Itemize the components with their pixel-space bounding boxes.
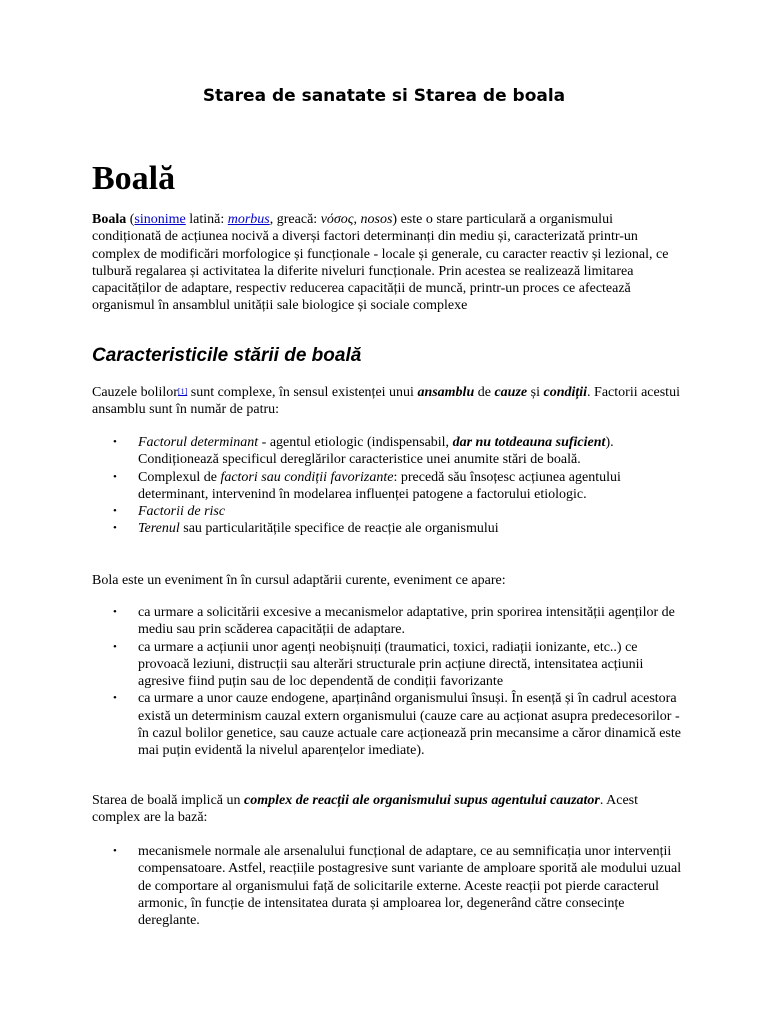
list-item: • Factorii de risc (113, 504, 226, 520)
bullet-icon: • (113, 470, 117, 483)
bullet-icon: • (113, 606, 117, 618)
section-heading: Caracteristicile stării de boală (92, 345, 362, 366)
factors-list (92, 434, 682, 538)
list-item: • ca urmare a acțiunii unor agenți neobișnuiți (traumatici, toxici, radiații ionizante, etc..) ce provoacă leziuni, distrucții sau alterări structurale prin acțiune directă, intensitatea acțiunii agresive fiind puțin sau de loc dependentă de condiții favorizante (113, 639, 644, 690)
bullet-icon: • (113, 692, 117, 705)
list-item: • mecanismele normale ale arsenalului funcțional de adaptare, ce au semnificația unor intervenții compensatoare. Astfel, reacțiile postagresive sunt variante de amploare sporită ale modului uzual de comportare al organismului față de solicitarile externe. Aceste reacții pot pierde caracterul armonic, în funcție de intensitatea durata și amploarea lor, degenerând către consecințe dereglante. (113, 844, 682, 929)
document-title: Starea de sanatate si Starea de boala (202, 86, 566, 106)
emphasis-cauze: cauze (494, 385, 528, 400)
intro-term: Boala (92, 212, 127, 227)
bullet-icon: • (113, 436, 117, 448)
event-intro-paragraph: Bola este un eveniment în în cursul adaptării curente, eveniment ce apare: (92, 573, 506, 588)
reference-link-1[interactable]: [1] (177, 387, 188, 396)
bullet-icon: • (113, 505, 117, 518)
events-list (92, 604, 682, 760)
list-item: • Factorul determinant - agentul etiologic (indispensabil, dar nu totdeauna suficient). Condiționează specificul dereglărilor caracteristice unei anumite stări de boală. (113, 435, 614, 468)
causes-paragraph: Cauzele bolilor[1] sunt complexe, în sensul existenței unui ansamblu de cauze și condiții. Factorii acestui ansamblu sunt în număr de patru: (92, 385, 680, 418)
latin-term-link[interactable]: morbus (227, 212, 270, 227)
list-item: • Complexul de factori sau condiții favorizante: precedă său însoțesc acțiunea agentului determinant, intervenind în modelarea influenței patogene a factorului etiologic. (113, 469, 621, 502)
bullet-icon: • (113, 845, 117, 857)
list-item: • Terenul sau particularitățile specifice de reacție ale organismului (113, 521, 499, 537)
bullet-icon: • (113, 522, 117, 535)
emphasis-conditii: condiții (543, 385, 588, 400)
emphasis-complex: complex de reacții ale organismului supus agentului cauzator (244, 793, 600, 808)
mechanisms-list (92, 843, 682, 929)
list-item: • ca urmare a solicitării excesive a mecanismelor adaptative, prin sporirea intensității agenților de mediu sau prin scăderea capacității de adaptare. (113, 605, 675, 638)
bullet-icon: • (113, 640, 117, 653)
state-paragraph: Starea de boală implică un complex de reacții ale organismului supus agentului cauzator. Acest complex are la bază: (92, 793, 638, 826)
list-item: • ca urmare a unor cauze endogene, aparținând organismului însuși. În esență și în cadrul acestora există un determinism cauzal extern organismului (cauze care au acționat asupra predecesorilor - în cazul bolilor genetice, sau cauze actuale care acționează prin mecansime a căror dinamică este mai puțin evidentă la nivelul aparențelor imediate). (113, 691, 681, 759)
greek-transliteration: nosos (360, 212, 393, 227)
greek-term: νόσος (320, 212, 354, 227)
intro-paragraph: Boala (sinonime latină: morbus, greacă: νόσος, nosos) este o stare particulară a organismului condiționată de acțiunea nocivă a diverși factori determinanți din mediu și, caracterizată printr-un complex de modificări morfologice și funcționale - locale și generale, cu caracter reactiv și lezional, ce tulbură regalarea și activitatea la diferite niveluri funcționale. Prin acestea se realizează limitarea capacităților de adaptare, respectiv reducerea capacității de muncă, printr-un proces ce afectează organismul în ansamblul unității sale biologice și sociale complexe (92, 212, 669, 314)
page-heading: Boală (92, 160, 176, 197)
emphasis-ansamblu: ansamblu (417, 385, 475, 400)
synonyms-link[interactable]: sinonime (134, 212, 186, 227)
